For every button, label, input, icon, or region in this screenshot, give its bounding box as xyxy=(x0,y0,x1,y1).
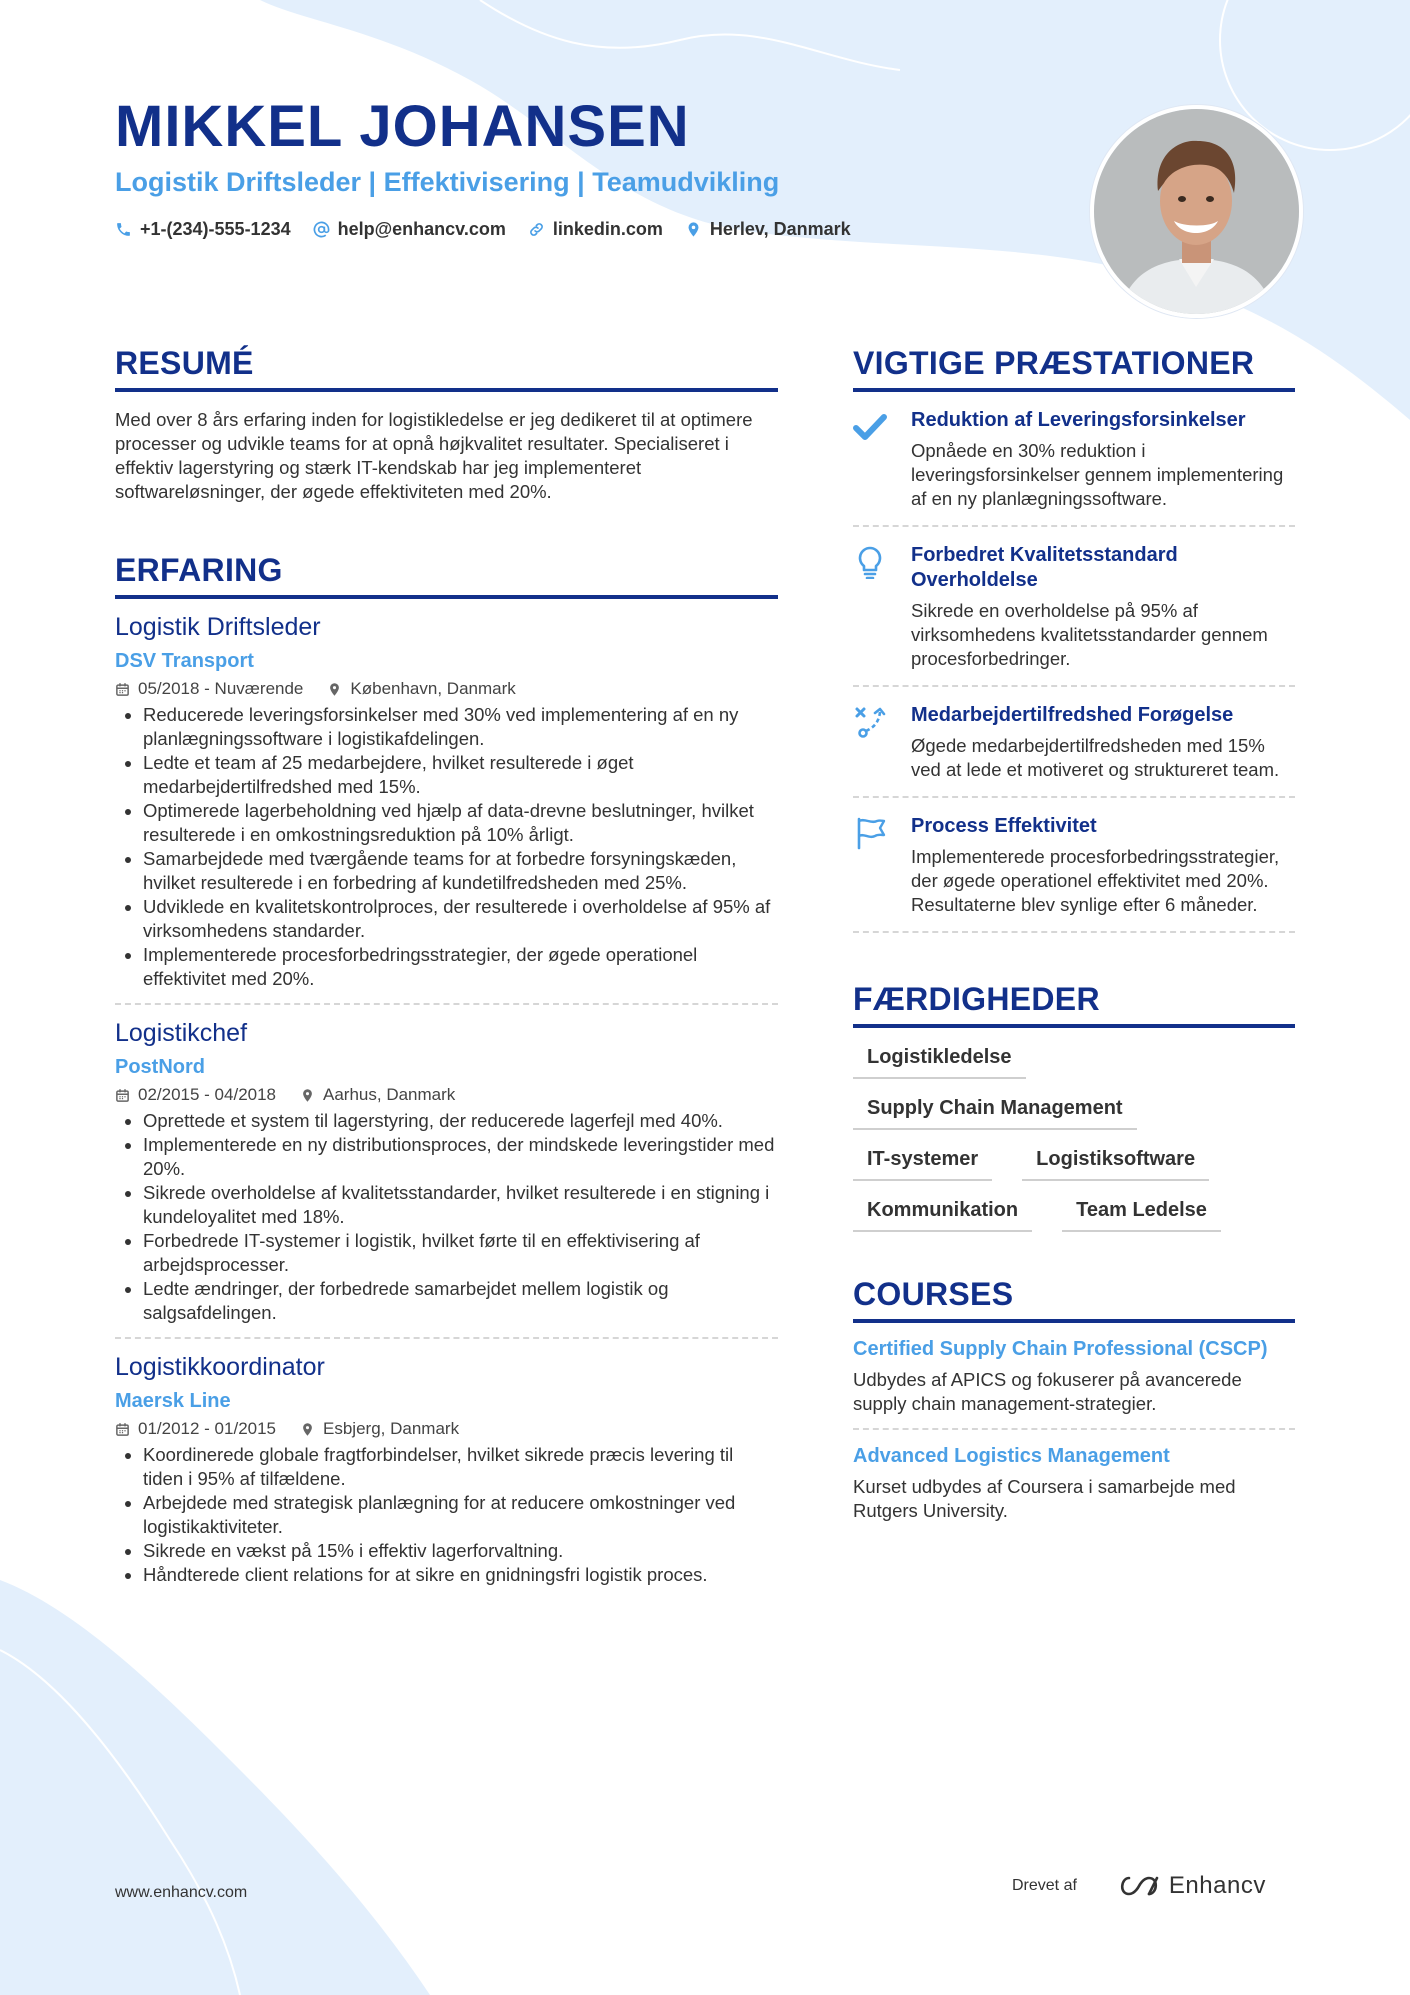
skill-tag: Kommunikation xyxy=(853,1199,1032,1232)
contact-phone[interactable] xyxy=(115,219,291,240)
job-title: Logistik Driftsleder xyxy=(115,613,321,641)
location-text: Herlev, Danmark xyxy=(709,219,851,239)
job-meta xyxy=(115,679,778,699)
achievement-title: Reduktion af Leveringsforsinkelser xyxy=(911,409,1246,431)
bullet-item: • Ledte ændringer, der forbedrede samarbejdet mellem logistik og salgsafdelingen. xyxy=(143,1277,778,1325)
job-bullets xyxy=(115,703,778,991)
course-title: Advanced Logistics Management xyxy=(853,1445,1170,1467)
powered-by-text: Drevet af xyxy=(1012,1877,1077,1894)
job-title: Logistikchef xyxy=(115,1019,248,1047)
course-item xyxy=(853,1430,1295,1535)
skills-title: FÆRDIGHEDER xyxy=(853,981,1295,1028)
contact-bar xyxy=(115,219,851,240)
job-location xyxy=(300,1085,455,1105)
avatar-illustration xyxy=(1094,109,1299,314)
achievement-text: Sikrede en overholdelse på 95% af virksomhedens kvalitetsstandarder gennem procesforbedringer. xyxy=(911,600,1268,669)
right-column xyxy=(853,345,1295,1535)
job-meta xyxy=(115,1085,778,1105)
contact-location xyxy=(685,219,851,240)
contact-linkedin[interactable] xyxy=(528,219,663,240)
summary-text: Med over 8 års erfaring inden for logistikledelse er jeg dedikeret til at optimere processer og udvikle teams for at opnå højkvalitet resultater. Specialiseret i effektiv lagerstyring og stærk IT-kendskab har jeg implementeret softwareløsninger, der øgede effektiviteten med 20%. xyxy=(115,409,753,502)
course-text: Udbydes af APICS og fokuserer på avancerede supply chain management-strategier. xyxy=(853,1369,1242,1414)
achievement-item xyxy=(853,527,1295,687)
bullet-item: • Ledte et team af 25 medarbejdere, hvilket resulterede i øget medarbejdertilfredshed med 15%. xyxy=(143,751,778,799)
bullet-item: • Udviklede en kvalitetskontrolproces, der resulterede i overholdelse af 95% af virksomhedens standarder. xyxy=(143,895,778,943)
email-text: help@enhancv.com xyxy=(337,219,506,239)
brand-name: Enhancv xyxy=(1168,1872,1266,1899)
location-pin-icon xyxy=(300,1422,315,1437)
bullet-item: • Reducerede leveringsforsinkelser med 30% ved implementering af en ny planlægningssoftware i logistikafdelingen. xyxy=(143,703,778,751)
job-dates-text: 02/2015 - 04/2018 xyxy=(138,1085,277,1104)
bullet-item: • Sikrede en vækst på 15% i effektiv lagerforvaltning. xyxy=(143,1539,778,1563)
job-bullets xyxy=(115,1109,778,1325)
job-location-text: København, Danmark xyxy=(350,679,516,698)
strategy-icon xyxy=(853,705,887,739)
skill-tag: Logistikledelse xyxy=(853,1046,1026,1079)
skill-tag: Logistiksoftware xyxy=(1022,1148,1209,1181)
skills-list xyxy=(853,1046,1295,1232)
course-item xyxy=(853,1323,1295,1430)
checkmark-icon xyxy=(853,410,887,444)
phone-icon xyxy=(115,221,132,238)
job-bullets xyxy=(115,1443,778,1587)
job-meta xyxy=(115,1419,778,1439)
link-icon xyxy=(528,221,545,238)
calendar-icon xyxy=(115,682,130,697)
flag-icon xyxy=(853,816,887,850)
job-title: Logistikkoordinator xyxy=(115,1353,325,1381)
bullet-item: • Forbedrede IT-systemer i logistik, hvilket førte til en effektivisering af arbejdsprocesser. xyxy=(143,1229,778,1277)
job-location-text: Aarhus, Danmark xyxy=(323,1085,456,1104)
bullet-item: • Oprettede et system til lagerstyring, der reducerede lagerfejl med 40%. xyxy=(143,1109,778,1133)
bullet-item: • Koordinerede globale fragtforbindelser, hvilket sikrede præcis levering til tiden i 95% af tilfældene. xyxy=(143,1443,778,1491)
achievement-title: Medarbejdertilfredshed Forøgelse xyxy=(911,704,1234,726)
course-text: Kurset udbydes af Coursera i samarbejde med Rutgers University. xyxy=(853,1476,1236,1521)
job-location xyxy=(300,1419,459,1439)
at-icon xyxy=(313,221,330,238)
skill-tag: Team Ledelse xyxy=(1062,1199,1221,1232)
job-entry xyxy=(115,1339,778,1599)
bullet-item: • Sikrede overholdelse af kvalitetsstandarder, hvilket resulterede i en stigning i kundeloyalitet med 18%. xyxy=(143,1181,778,1229)
summary-title: RESUMÉ xyxy=(115,345,778,392)
profile-photo xyxy=(1090,105,1303,318)
job-dates xyxy=(115,1085,276,1105)
skill-tag: Supply Chain Management xyxy=(853,1097,1137,1130)
contact-email[interactable] xyxy=(313,219,506,240)
footer-website[interactable]: www.enhancv.com xyxy=(115,1884,248,1901)
experience-title: ERFARING xyxy=(115,552,778,599)
location-pin-icon xyxy=(327,682,342,697)
left-column xyxy=(115,345,778,1599)
bullet-item: • Optimerede lagerbeholdning ved hjælp af data-drevne beslutninger, hvilket resulterede i en omkostningsreduktion på 10% årligt. xyxy=(143,799,778,847)
courses-section xyxy=(853,1276,1295,1535)
job-company: Maersk Line xyxy=(115,1390,231,1412)
candidate-tagline: Logistik Driftsleder | Effektivisering | Teamudvikling xyxy=(115,167,780,197)
enhancv-logo-icon xyxy=(1117,1874,1161,1898)
achievement-item xyxy=(853,798,1295,933)
bullet-item: • Håndterede client relations for at sikre en gnidningsfri logistik proces. xyxy=(143,1563,778,1587)
job-dates-text: 01/2012 - 01/2015 xyxy=(138,1419,277,1438)
achievements-title: VIGTIGE PRÆSTATIONER xyxy=(853,345,1295,392)
job-entry xyxy=(115,1005,778,1339)
job-dates xyxy=(115,1419,276,1439)
achievement-title: Forbedret Kvalitetsstandard Overholdelse xyxy=(911,544,1178,591)
achievement-text: Øgede medarbejdertilfredsheden med 15% ved at lede et motiveret og struktureret team. xyxy=(911,735,1280,780)
calendar-icon xyxy=(115,1088,130,1103)
bullet-item: • Samarbejdede med tværgående teams for at forbedre forsyningskæden, hvilket resulterede i en forbedring af kundetilfredsheden med 25%. xyxy=(143,847,778,895)
phone-text: +1-(234)-555-1234 xyxy=(140,219,291,239)
job-location xyxy=(327,679,515,699)
linkedin-text: linkedin.com xyxy=(552,219,663,239)
bullet-item: • Arbejdede med strategisk planlægning for at reducere omkostninger ved logistikaktiviteter. xyxy=(143,1491,778,1539)
achievement-text: Implementerede procesforbedringsstrategier, der øgede operationel effektivitet med 20%. Resultaterne blev synlige efter 6 måneder. xyxy=(911,846,1280,915)
job-company: PostNord xyxy=(115,1056,205,1078)
course-title: Certified Supply Chain Professional (CSCP) xyxy=(853,1338,1268,1360)
achievement-item xyxy=(853,392,1295,527)
achievement-item xyxy=(853,687,1295,798)
candidate-name: MIKKEL JOHANSEN xyxy=(115,94,690,159)
lightbulb-icon xyxy=(853,545,887,579)
courses-title: COURSES xyxy=(853,1276,1295,1323)
achievement-title: Process Effektivitet xyxy=(911,815,1097,837)
job-entry xyxy=(115,599,778,1005)
job-location-text: Esbjerg, Danmark xyxy=(323,1419,460,1438)
job-dates xyxy=(115,679,303,699)
footer-branding xyxy=(1012,1872,1266,1900)
brand-logo[interactable] xyxy=(1117,1872,1266,1900)
calendar-icon xyxy=(115,1422,130,1437)
location-pin-icon xyxy=(685,221,702,238)
achievement-text: Opnåede en 30% reduktion i leveringsforsinkelser gennem implementering af en ny planlægningssoftware. xyxy=(911,440,1284,509)
skill-tag: IT-systemer xyxy=(853,1148,992,1181)
job-dates-text: 05/2018 - Nuværende xyxy=(138,679,304,698)
bullet-item: • Implementerede procesforbedringsstrategier, der øgede operationel effektivitet med 20%. xyxy=(143,943,778,991)
job-company: DSV Transport xyxy=(115,650,254,672)
skills-section xyxy=(853,981,1295,1232)
experience-section xyxy=(115,552,778,1599)
bullet-item: • Implementerede en ny distributionsproces, der mindskede leveringstider med 20%. xyxy=(143,1133,778,1181)
location-pin-icon xyxy=(300,1088,315,1103)
